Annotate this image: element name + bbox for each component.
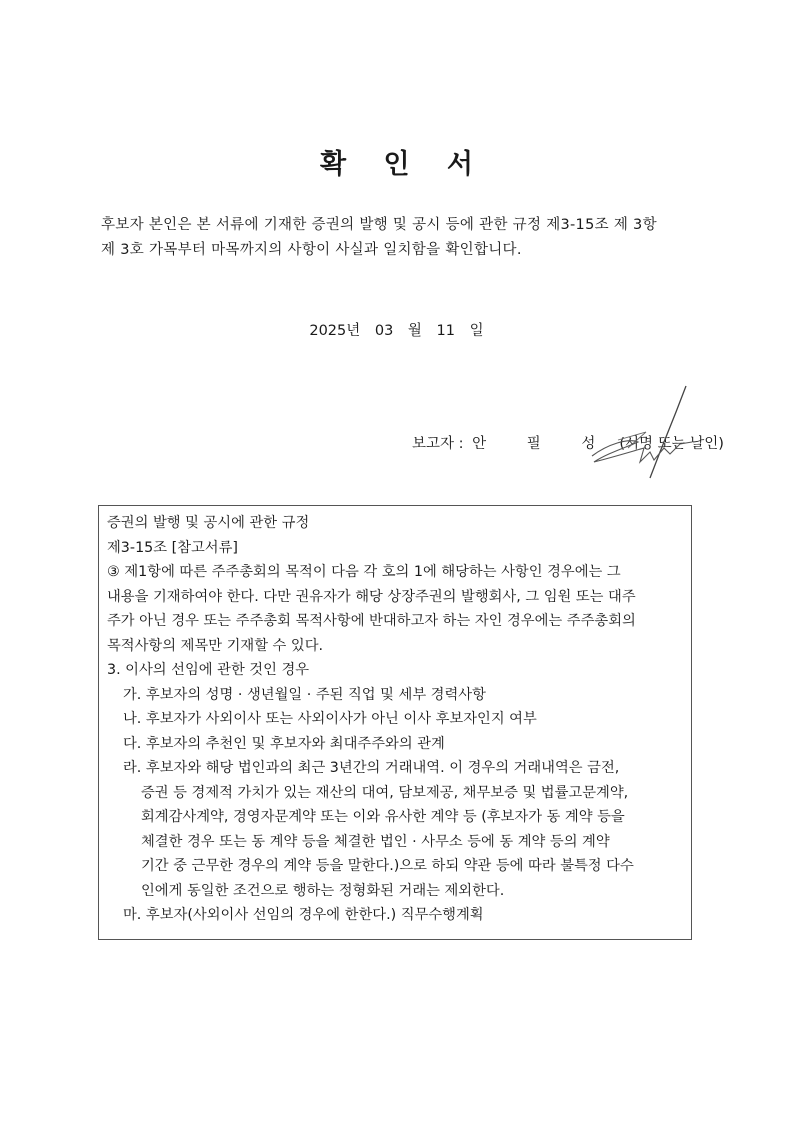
sub-item-ra-cont: 인에게 동일한 조건으로 행하는 정형화된 거래는 제외한다. xyxy=(141,882,505,899)
item-3-heading: 3. 이사의 선임에 관한 것인 경우 xyxy=(107,662,310,678)
sub-item-na: 나. 후보자가 사외이사 또는 사외이사가 아닌 이사 후보자인지 여부 xyxy=(123,711,537,727)
paragraph-line: 목적사항의 제목만 기재할 수 있다. xyxy=(107,637,324,654)
sub-item-ga: 가. 후보자의 성명 · 생년월일 · 주된 직업 및 세부 경력사항 xyxy=(123,686,486,703)
confirmation-statement xyxy=(101,213,701,263)
sub-item-ra-cont: 체결한 경우 또는 동 계약 등을 체결한 법인 · 사무소 등에 동 계약 등의 계약 xyxy=(141,833,610,850)
paragraph-line: ③ 제1항에 따른 주주총회의 목적이 다음 각 호의 1에 해당하는 사항인 경우에는 그 xyxy=(107,564,621,580)
sign-note: (서명 또는 날인) xyxy=(619,436,724,452)
statement-line: 후보자 본인은 본 서류에 기재한 증권의 발행 및 공시 등에 관한 규정 제3-15조 제 3항 xyxy=(101,217,657,233)
sub-item-da: 다. 후보자의 추천인 및 후보자와 최대주주와의 관계 xyxy=(123,735,445,752)
sub-item-ra-cont: 회계감사계약, 경영자문계약 또는 이와 유사한 계약 등 (후보자가 동 계약 등을 xyxy=(141,809,625,825)
statement-line: 제 3호 가목부터 마목까지의 사항이 사실과 일치함을 확인합니다. xyxy=(101,242,522,258)
reporter-label: 보고자 : xyxy=(412,436,469,452)
sub-item-ma: 마. 후보자(사외이사 선임의 경우에 한한다.) 직무수행계획 xyxy=(123,907,484,923)
regulation-reference-box xyxy=(98,505,692,940)
regulation-article: 제3-15조 [참고서류] xyxy=(107,539,239,556)
sub-item-ra-cont: 기간 중 근무한 경우의 계약 등을 말한다.)으로 하되 약관 등에 따라 불특정 다수 xyxy=(141,858,634,874)
document-date: 2025년 03 월 11 일 xyxy=(309,323,484,339)
paragraph-line: 내용을 기재하여야 한다. 다만 권유자가 해당 상장주권의 발행회사, 그 임원 또는 대주 xyxy=(107,588,636,605)
regulation-heading: 증권의 발행 및 공시에 관한 규정 xyxy=(107,515,310,531)
sub-item-ra: 라. 후보자와 해당 법인과의 최근 3년간의 거래내역. 이 경우의 거래내역은 금전, xyxy=(123,760,620,776)
paragraph-line: 주가 아닌 경우 또는 주주총회 목적사항에 반대하고자 하는 자인 경우에는 주주총회의 xyxy=(107,613,636,629)
sub-item-ra-cont: 증권 등 경제적 가치가 있는 재산의 대여, 담보제공, 채무보증 및 법률고문계약, xyxy=(141,784,629,801)
reporter-name: 안 필 성 xyxy=(472,436,614,452)
reporter-line xyxy=(412,432,724,453)
document-title: 확 인 서 xyxy=(319,149,488,181)
